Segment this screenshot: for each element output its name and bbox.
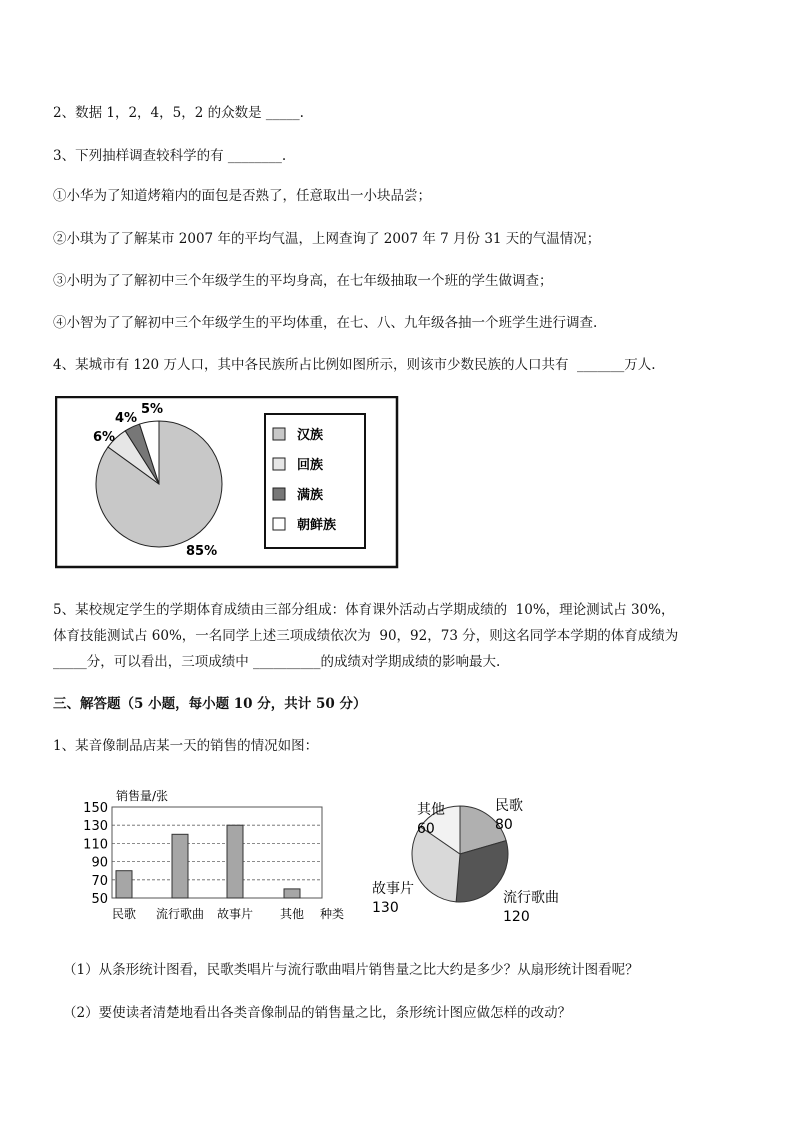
legend-label-0: 汉族: [297, 428, 324, 443]
ethnic-pie-slice-label-1: 6%: [93, 430, 116, 445]
sales-pie-category-2: 故事片: [372, 881, 414, 897]
bar-xlabel: 种类: [320, 907, 345, 921]
ethnic-pie-slice-label-3: 5%: [141, 402, 164, 417]
bar-plot-area: [112, 807, 322, 898]
s3-q1-part-2: （2）要使读者清楚地看出各类音像制品的销售量之比，条形统计图应做怎样的改动？: [63, 1005, 572, 1021]
bar-ylabel: 销售量/张: [116, 789, 169, 803]
legend-swatch-0: [273, 428, 285, 440]
section-3-heading: 三、解答题（5 小题，每小题 10 分，共计 50 分）: [53, 696, 367, 712]
bar-ytick-2: 110: [83, 837, 108, 853]
bar-xtick-3: 其他: [279, 907, 305, 921]
bar-2: [227, 825, 243, 898]
ethnic-pie-slice-label-0: 85%: [186, 544, 218, 559]
ethnic-pie-slice-label-2: 4%: [115, 411, 138, 426]
bar-ytick-1: 130: [83, 819, 108, 835]
sales-pie-value-2: 130: [372, 900, 399, 916]
q5-line-1: 5、某校规定学生的学期体育成绩由三部分组成：体育课外活动占学期成绩的 10%，理论测试占 30%，: [53, 602, 675, 618]
q3-option-3: ③小明为了了解初中三个年级学生的平均身高，在七年级抽取一个班的学生做调查；: [53, 273, 553, 289]
bar-ytick-3: 90: [91, 855, 108, 871]
question-2: 2、数据 1，2，4，5，2 的众数是 _____.: [53, 105, 304, 121]
bar-xtick-1: 流行歌曲: [155, 907, 205, 921]
q5-line-3: _____分，可以看出，三项成绩中 __________的成绩对学期成绩的影响最大.: [53, 654, 501, 670]
q5-line-2: 体育技能测试占 60%，一名同学上述三项成绩依次为 90，92，73 分，则这名同学本学期的体育成绩为: [53, 628, 679, 644]
bar-xtick-0: 民歌: [111, 907, 137, 921]
sales-pie-category-0: 民歌: [495, 798, 523, 814]
bar-ytick-0: 150: [83, 801, 108, 816]
legend-label-3: 朝鲜族: [297, 518, 337, 533]
section-3-question-1: 1、某音像制品店某一天的销售的情况如图：: [53, 738, 319, 754]
legend-swatch-2: [273, 488, 285, 500]
legend-swatch-1: [273, 458, 285, 470]
question-3: 3、下列抽样调查较科学的有 ________.: [53, 148, 287, 164]
q3-option-1: ①小华为了知道烤箱内的面包是否熟了，任意取出一小块品尝；: [53, 188, 431, 204]
q3-option-2: ②小琪为了了解某市 2007 年的平均气温，上网查询了 2007 年 7 月份 31 天的气温情况；: [53, 231, 601, 247]
bar-3: [284, 889, 300, 898]
question-4: 4、某城市有 120 万人口，其中各民族所占比例如图所示，则该市少数民族的人口共有 _______万人.: [53, 357, 656, 373]
legend-label-1: 回族: [297, 458, 324, 473]
sales-pie-category-3: 其他: [417, 802, 445, 818]
bar-ytick-5: 50: [91, 892, 108, 907]
bar-0: [116, 871, 132, 898]
sales-pie-chart: [365, 790, 585, 930]
ethnic-pie-figure: [55, 396, 400, 570]
sales-pie-value-0: 80: [495, 817, 513, 833]
bar-xtick-2: 故事片: [216, 907, 254, 921]
sales-pie-category-1: 流行歌曲: [503, 890, 559, 906]
legend-swatch-3: [273, 518, 285, 530]
legend-label-2: 满族: [297, 488, 324, 503]
bar-1: [172, 834, 188, 898]
sales-pie-value-1: 120: [503, 909, 530, 925]
s3-q1-part-1: （1）从条形统计图看，民歌类唱片与流行歌曲唱片销售量之比大约是多少？从扇形统计图看呢？: [63, 962, 639, 978]
q3-option-4: ④小智为了了解初中三个年级学生的平均体重，在七、八、九年级各抽一个班学生进行调查.: [53, 315, 598, 331]
sales-pie-value-3: 60: [417, 821, 435, 837]
sales-bar-chart: [60, 785, 360, 930]
bar-ytick-4: 70: [91, 873, 108, 889]
